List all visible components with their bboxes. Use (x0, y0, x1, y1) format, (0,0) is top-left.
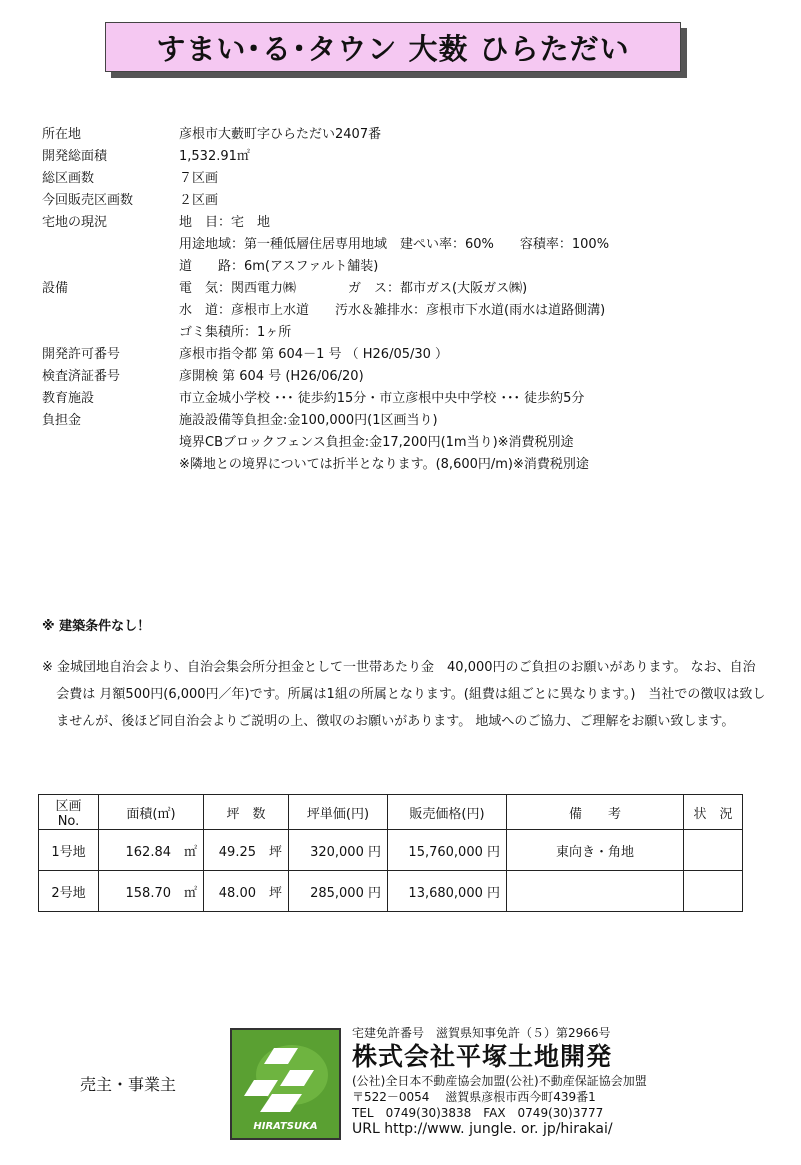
spec-row-sale-lots (42, 190, 762, 212)
sale-lots-value: ２区画 (179, 193, 219, 208)
address: 〒522－0054 滋賀県彦根市西今町439番1 (352, 1090, 596, 1104)
spec-row-garbage (42, 322, 762, 344)
burden-label: 負担金 (42, 413, 82, 428)
col-area: 面積(㎡) (99, 795, 204, 830)
cell-remarks: 東向き・角地 (507, 830, 684, 871)
facilities-label: 設備 (42, 281, 69, 296)
col-price: 販売価格(円) (388, 795, 507, 830)
cell-status (684, 830, 743, 871)
cell-lot: 2号地 (39, 871, 99, 912)
company-info (352, 1025, 647, 1137)
cell-lot: 1号地 (39, 830, 99, 871)
cell-unit-price: 285,000 円 (289, 871, 388, 912)
cell-tsubo: 49.25 坪 (204, 830, 289, 871)
lots-value: ７区画 (179, 171, 219, 186)
col-status: 状 況 (684, 795, 743, 830)
location-value: 彦根市大藪町字ひらただい2407番 (179, 127, 382, 142)
table-header-row (39, 795, 743, 830)
spec-row-permit (42, 344, 762, 366)
spec-row-inspection (42, 366, 762, 388)
zoning-value: 用途地域：第一種低層住居専用地域 建ぺい率：60% 容積率：100% (179, 237, 610, 252)
cell-area: 158.70 ㎡ (99, 871, 204, 912)
status-label: 宅地の現況 (42, 215, 108, 230)
col-remarks: 備 考 (507, 795, 684, 830)
garbage-value: ゴミ集積所：1ヶ所 (179, 325, 292, 340)
tel-fax: TEL 0749(30)3838 FAX 0749(30)3777 (352, 1106, 604, 1120)
company-logo (230, 1028, 341, 1140)
spec-row-water (42, 300, 762, 322)
inspection-value: 彦開検 第 604 号 (H26/06/20) (179, 369, 364, 384)
association-note: ※ 金城団地自治会より、自治会集会所分担金として一世帯あたり金 40,000円のご負担のお願いがあります。 なお、自治会費は 月額500円(6,000円／年)です。所属は1組の所属となります。(組費は組ごとに異なります。) 当社での徴収は致しませんが、後ほど同自治会よりご説明の上、徴収のお願いがあります。 地域へのご協力、ご理解をお願い致します。 (42, 660, 766, 729)
table-row (39, 871, 743, 912)
spec-row-facilities (42, 278, 762, 300)
spec-row-road (42, 256, 762, 278)
no-conditions-note: ※ 建築条件なし！ (42, 619, 151, 634)
land-type-value: 地 目：宅 地 (179, 215, 271, 230)
burden2-value: 境界CBブロックフェンス負担金:金17,200円(1m当り)※消費税別途 (179, 435, 574, 450)
col-lot: 区画No. (39, 795, 99, 830)
spec-row-zoning (42, 234, 762, 256)
col-unit-price: 坪単価(円) (289, 795, 388, 830)
spec-row-education (42, 388, 762, 410)
license-number: 宅建免許番号 滋賀県知事免許（５）第2966号 (352, 1026, 611, 1040)
water-value: 水 道：彦根市上水道 汚水＆雑排水：彦根市下水道(雨水は道路側溝) (179, 303, 606, 318)
spec-list (42, 124, 762, 476)
education-label: 教育施設 (42, 391, 95, 406)
title-banner (105, 22, 681, 72)
cell-unit-price: 320,000 円 (289, 830, 388, 871)
page-title: すまい･る･タウン 大薮 ひらただい (105, 22, 681, 72)
col-tsubo: 坪 数 (204, 795, 289, 830)
lot-table (38, 794, 743, 912)
spec-row-status (42, 212, 762, 234)
spec-row-lots (42, 168, 762, 190)
area-value: 1,532.91㎡ (179, 149, 250, 164)
company-name: 株式会社平塚土地開発 (352, 1042, 613, 1071)
cell-status (684, 871, 743, 912)
lots-label: 総区画数 (42, 171, 95, 186)
road-value: 道 路：6m(アスファルト舗装) (179, 259, 379, 274)
area-label: 開発総面積 (42, 149, 108, 164)
cell-tsubo: 48.00 坪 (204, 871, 289, 912)
burden1-value: 施設設備等負担金:金100,000円(1区画当り) (179, 413, 438, 428)
seller-label: 売主・事業主 (80, 1075, 177, 1094)
membership: (公社)全日本不動産協会加盟(公社)不動産保証協会加盟 (352, 1074, 647, 1088)
cell-price: 15,760,000 円 (388, 830, 507, 871)
permit-value: 彦根市指令都 第 604－1 号 （ H26/05/30 ） (179, 347, 449, 362)
electric-gas-value: 電 気：関西電力㈱ ガ ス：都市ガス(大阪ガス㈱) (179, 281, 528, 296)
table-row (39, 830, 743, 871)
spec-row-burden (42, 410, 762, 432)
notes-section (42, 615, 767, 735)
inspection-label: 検査済証番号 (42, 369, 121, 384)
cell-remarks (507, 871, 684, 912)
cell-price: 13,680,000 円 (388, 871, 507, 912)
sale-lots-label: 今回販売区画数 (42, 193, 134, 208)
website-url[interactable]: URL http://www. jungle. or. jp/hirakai/ (352, 1121, 613, 1137)
education-value: 市立金城小学校 ･･･ 徒歩約15分・市立彦根中央中学校 ･･･ 徒歩約5分 (179, 391, 585, 406)
spec-row-burden2 (42, 432, 762, 454)
logo-text: HIRATSUKA (253, 1121, 318, 1132)
burden3-value: ※隣地との境界については折半となります。(8,600円/m)※消費税別途 (179, 457, 589, 472)
spec-row-area (42, 146, 762, 168)
location-label: 所在地 (42, 127, 82, 142)
cell-area: 162.84 ㎡ (99, 830, 204, 871)
spec-row-burden3 (42, 454, 762, 476)
spec-row-location (42, 124, 762, 146)
permit-label: 開発許可番号 (42, 347, 121, 362)
